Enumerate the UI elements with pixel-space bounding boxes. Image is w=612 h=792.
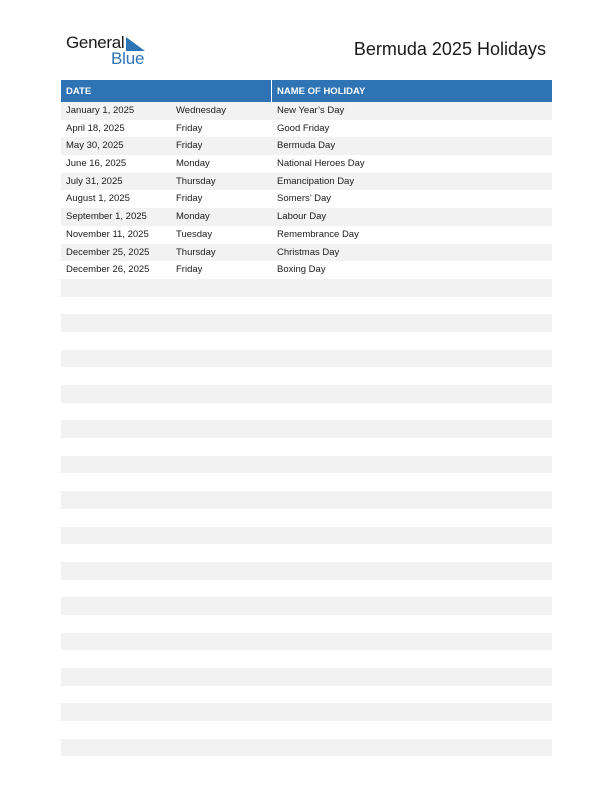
table-row [61, 332, 552, 350]
cell-holiday-name: Remembrance Day [277, 228, 359, 240]
table-header [61, 80, 552, 102]
cell-holiday-name: Christmas Day [277, 246, 340, 258]
cell-date: December 26, 2025 [66, 264, 150, 276]
cell-holiday-name: National Heroes Day [277, 158, 365, 170]
table-row [61, 650, 552, 668]
cell-day: Friday [176, 140, 203, 152]
table-row [61, 527, 552, 545]
table-row [61, 739, 552, 757]
table-row [61, 297, 552, 315]
table-row [61, 420, 552, 438]
table-row [61, 102, 552, 120]
cell-holiday-name: Emancipation Day [277, 175, 355, 187]
cell-day: Friday [176, 122, 203, 134]
cell-date: May 30, 2025 [66, 140, 124, 152]
cell-day: Friday [176, 193, 203, 205]
table-row [61, 261, 552, 279]
cell-day: Tuesday [176, 228, 213, 240]
table-row [61, 190, 552, 208]
cell-day: Friday [176, 264, 203, 276]
table-row [61, 633, 552, 651]
table-row [61, 137, 552, 155]
header-date: DATE [66, 86, 92, 97]
cell-date: August 1, 2025 [66, 193, 130, 205]
cell-holiday-name: Bermuda Day [277, 140, 336, 152]
cell-date: December 25, 2025 [66, 246, 150, 258]
cell-day: Monday [176, 211, 210, 223]
table-row [61, 703, 552, 721]
table-row [61, 491, 552, 509]
table-row [61, 120, 552, 138]
general-blue-logo [66, 33, 156, 69]
table-row [61, 155, 552, 173]
cell-date: November 11, 2025 [66, 228, 149, 240]
table-row [61, 615, 552, 633]
cell-day: Wednesday [176, 105, 226, 116]
cell-date: January 1, 2025 [66, 105, 135, 116]
cell-holiday-name: Good Friday [277, 122, 330, 134]
table-row [61, 279, 552, 297]
table-row [61, 597, 552, 615]
cell-holiday-name: New Year’s Day [277, 105, 345, 116]
table-row [61, 456, 552, 474]
table-row [61, 403, 552, 421]
cell-day: Monday [176, 158, 210, 170]
table-row [61, 686, 552, 704]
cell-date: April 18, 2025 [66, 122, 125, 134]
table-row [61, 562, 552, 580]
table-row [61, 226, 552, 244]
holiday-table [61, 80, 552, 756]
table-row [61, 580, 552, 598]
cell-holiday-name: Somers’ Day [277, 193, 332, 205]
table-row [61, 438, 552, 456]
table-row [61, 668, 552, 686]
page-title: Bermuda 2025 Holidays [353, 39, 546, 59]
cell-date: June 16, 2025 [66, 158, 127, 170]
table-row [61, 208, 552, 226]
logo-text-general: General [66, 33, 125, 52]
table-row [61, 173, 552, 191]
table-row [61, 244, 552, 262]
cell-day: Thursday [176, 175, 216, 187]
cell-date: September 1, 2025 [66, 211, 147, 223]
cell-holiday-name: Boxing Day [277, 264, 326, 276]
table-row [61, 544, 552, 562]
header-divider [271, 80, 272, 102]
logo-text-blue: Blue [111, 49, 145, 68]
table-row [61, 385, 552, 403]
table-row [61, 314, 552, 332]
table-body [61, 102, 552, 756]
table-row [61, 473, 552, 491]
table-row [61, 367, 552, 385]
table-row [61, 350, 552, 368]
header-holiday-name: NAME OF HOLIDAY [277, 86, 366, 97]
table-row [61, 721, 552, 739]
table-row [61, 509, 552, 527]
cell-day: Thursday [176, 246, 216, 258]
cell-holiday-name: Labour Day [277, 211, 327, 223]
cell-date: July 31, 2025 [66, 175, 123, 187]
